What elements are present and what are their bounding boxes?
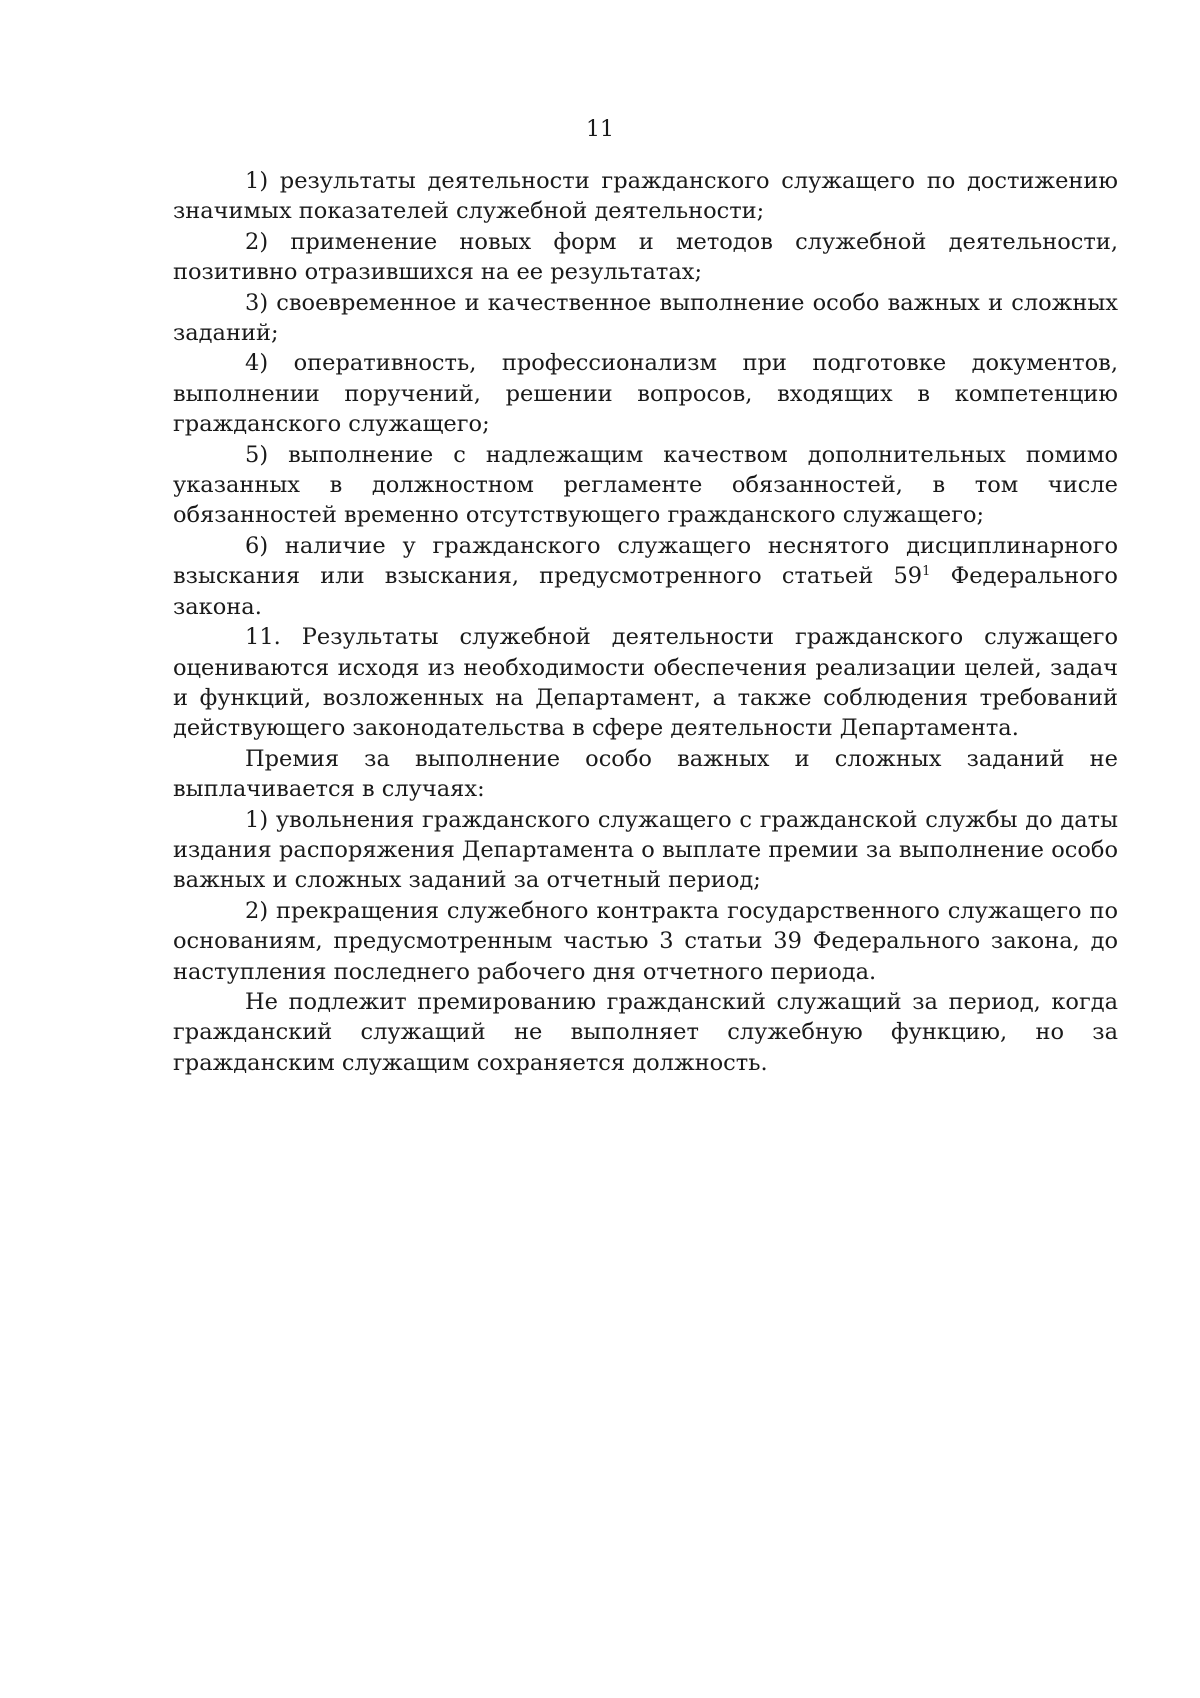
paragraph-section-11: 11. Результаты служебной деятельности гражданского служащего оцениваются исходя из необходимости обеспечения реализации целей, задач и функций, возложенных на Департамент, а также соблюдения требований действующего законодательства в сфере деятельности Департамента. (173, 624, 1118, 742)
article-superscript: 1 (922, 564, 931, 580)
paragraph-criterion-1: 1) результаты деятельности гражданского служащего по достижению значимых показателей служебной деятельности; (173, 168, 1118, 225)
paragraph-criterion-3: 3) своевременное и качественное выполнение особо важных и сложных заданий; (173, 289, 1118, 347)
paragraph-criterion-4: 4) оперативность, профессионализм при подготовке документов, выполнении поручений, решении вопросов, входящих в компетенцию гражданского служащего; (173, 350, 1118, 438)
document-body (173, 166, 1118, 1078)
paragraph-case-1: 1) увольнения гражданского служащего с гражданской службы до даты издания распоряжения Департамента о выплате премии за выполнение особо важных и сложных заданий за отчетный период; (173, 806, 1118, 894)
paragraph-no-bonus: Не подлежит премированию гражданский служащий за период, когда гражданский служащий не выполняет служебную функцию, но за гражданским служащим сохраняется должность. (173, 988, 1118, 1076)
paragraph-bonus-not-paid: Премия за выполнение особо важных и сложных заданий не выплачивается в случаях: (173, 745, 1118, 803)
paragraph-criterion-5: 5) выполнение с надлежащим качеством дополнительных помимо указанных в должностном регламенте обязанностей, в том числе обязанностей временно отсутствующего гражданского служащего; (173, 441, 1118, 529)
paragraph-criterion-6-text: 6) наличие у гражданского служащего неснятого дисциплинарного взыскания или взыскания, предусмотренного статьей 59 (173, 532, 1118, 590)
page-number: 11 (586, 117, 614, 142)
paragraph-criterion-6 (173, 531, 1118, 622)
paragraph-case-2: 2) прекращения служебного контракта государственного служащего по основаниям, предусмотренным частью 3 статьи 39 Федерального закона, до наступления последнего рабочего дня отчетного периода. (173, 897, 1118, 985)
paragraph-criterion-6-tail: Федерального закона. (173, 563, 1118, 620)
paragraph-criterion-2: 2) применение новых форм и методов служебной деятельности, позитивно отразившихся на ее результатах; (173, 228, 1118, 286)
